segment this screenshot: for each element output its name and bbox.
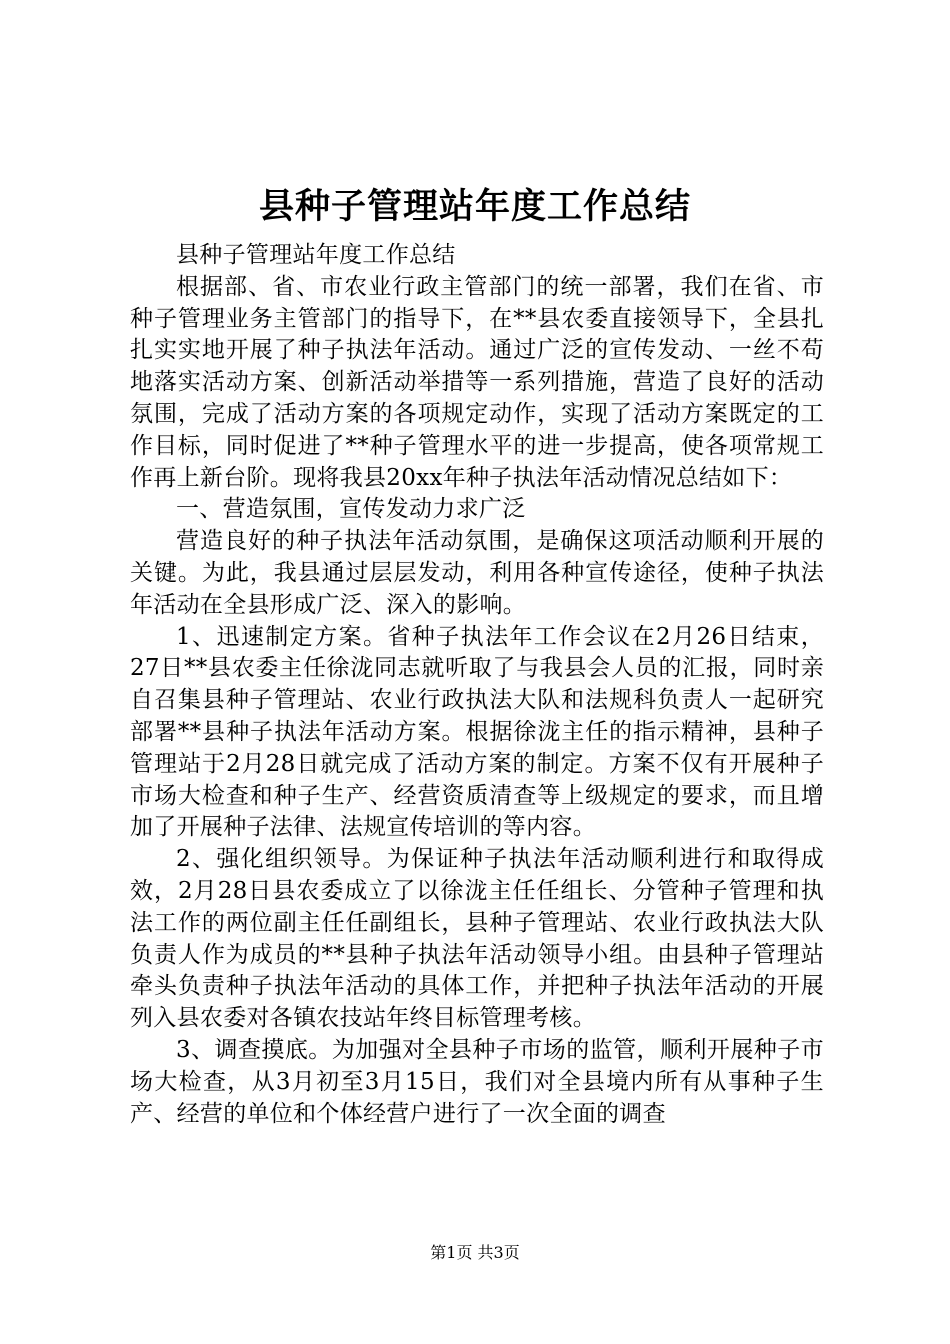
- section-paragraph: 营造良好的种子执法年活动氛围，是确保这项活动顺利开展的关键。为此，我县通过层层发动，利用各种宣传途径，使种子执法年活动在全县形成广泛、深入的影响。: [130, 528, 824, 618]
- item-paragraph-2: 2、强化组织领导。为保证种子执法年活动顺利进行和取得成效，2月28日县农委成立了以徐泷主任任组长、分管种子管理和执法工作的两位副主任任副组长，县种子管理站、农业行政执法大队负责人作为成员的**县种子执法年活动领导小组。由县种子管理站牵头负责种子执法年活动的具体工作，并把种子执法年活动的开展列入县农委对各镇农技站年终目标管理考核。: [130, 846, 824, 1032]
- section-heading: 一、营造氛围，宣传发动力求广泛: [176, 496, 526, 523]
- item-paragraph-1: 1、迅速制定方案。省种子执法年工作会议在2月26日结束，27日**县农委主任徐泷同志就听取了与我县会人员的汇报，同时亲自召集县种子管理站、农业行政执法大队和法规科负责人一起研究部署**县种子执法年活动方案。根据徐泷主任的指示精神，县种子管理站于2月28日就完成了活动方案的制定。方案不仅有开展种子市场大检查和种子生产、经营资质清查等上级规定的要求，而且增加了开展种子法律、法规宣传培训的等内容。: [130, 623, 824, 841]
- document-title: 县种子管理站年度工作总结: [258, 186, 691, 227]
- page-number-footer: 第1页 共3页: [430, 1243, 520, 1262]
- document-body: [130, 240, 824, 1130]
- intro-paragraph: 根据部、省、市农业行政主管部门的统一部署，我们在省、市种子管理业务主管部门的指导下，在**县农委直接领导下，全县扎扎实实地开展了种子执法年活动。通过广泛的宣传发动、一丝不苟地落实活动方案、创新活动举措等一系列措施，营造了良好的活动氛围，完成了活动方案的各项规定动作，实现了活动方案既定的工作目标，同时促进了**种子管理水平的进一步提高，使各项常规工作再上新台阶。现将我县20xx年种子执法年活动情况总结如下：: [130, 273, 824, 491]
- subtitle-paragraph: 县种子管理站年度工作总结: [176, 242, 456, 268]
- item-paragraph-3: 3、调查摸底。为加强对全县种子市场的监管，顺利开展种子市场大检查，从3月初至3月15日，我们对全县境内所有从事种子生产、经营的单位和个体经营户进行了一次全面的调查: [130, 1036, 824, 1127]
